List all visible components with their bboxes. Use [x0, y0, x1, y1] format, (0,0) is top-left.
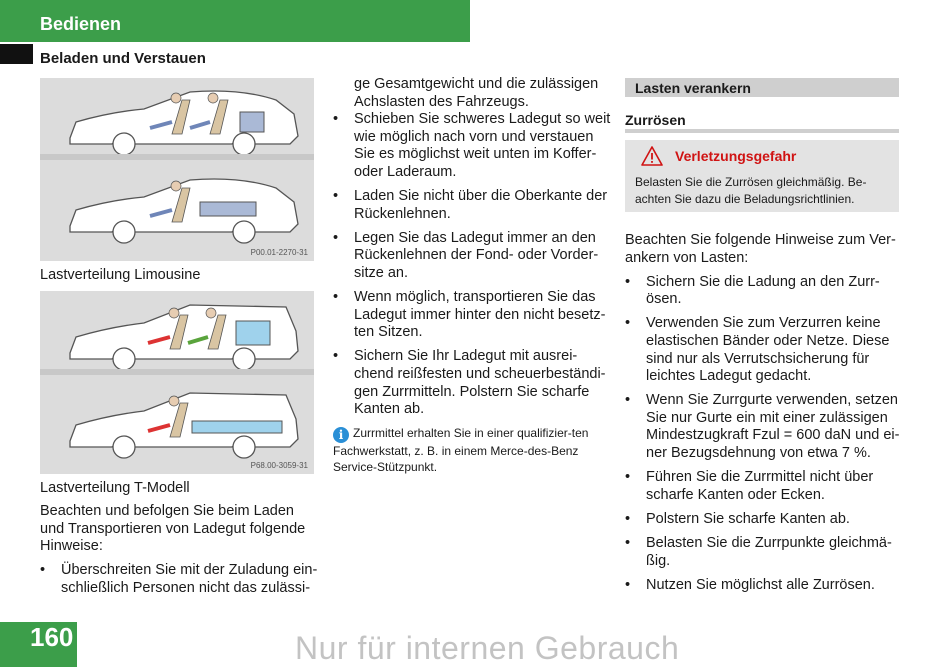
figure-code: P00.01-2270-31 [250, 248, 308, 257]
section-heading: Lasten verankern [635, 80, 751, 96]
bullet-list [625, 274, 903, 595]
info-text: Zurrmittel erhalten Sie in einer qualifizier-ten Fachwerkstatt, z. B. in einem Merce-des-Benz Service-Stützpunkt. [333, 426, 589, 475]
middle-column [333, 76, 611, 475]
right-column [625, 232, 903, 601]
page-number: 160 [30, 622, 74, 652]
figure-caption: Lastverteilung T-Modell [40, 480, 190, 496]
list-item: • Verwenden Sie zum Verzurren keine elastischen Bänder oder Netze. Diese sind nur als Verrutschsicherung für leichtes Ladegut gedacht. [625, 315, 903, 385]
paragraph: Beachten und befolgen Sie beim Laden und Transportieren von Ladegut folgende Hinweise: [40, 503, 306, 555]
section-title: Bedienen [40, 14, 122, 34]
paragraph-continuation: ge Gesamtgewicht und die zulässigen Achslasten des Fahrzeugs. [354, 76, 599, 110]
list-item: • Polstern Sie scharfe Kanten ab. [625, 511, 903, 529]
list-item: • Legen Sie das Ladegut immer an den Rückenlehnen der Fond- oder Vorder-sitze an. [333, 230, 611, 283]
section-heading-bar [625, 78, 899, 97]
page-title: Beladen und Verstauen [40, 50, 206, 67]
list-item: • Laden Sie nicht über die Oberkante der Rückenlehnen. [333, 188, 611, 223]
watermark: Nur für internen Gebrauch [295, 630, 680, 666]
warning-box [625, 140, 899, 212]
warning-triangle-icon [641, 146, 663, 166]
list-item: • Führen Sie die Zurrmittel nicht über scharfe Kanten oder Ecken. [625, 469, 903, 504]
figure-t-modell [40, 291, 314, 474]
list-item: • Überschreiten Sie mit der Zuladung ein-schließlich Personen nicht das zulässi- [40, 562, 320, 597]
figure-caption: Lastverteilung Limousine [40, 267, 201, 283]
figure-limousine [40, 78, 314, 261]
warning-title: Verletzungsgefahr [675, 148, 797, 164]
section-marker [0, 44, 33, 64]
subsection-title: Zurrösen [625, 112, 686, 128]
info-icon: i [333, 427, 349, 443]
list-item: • Wenn Sie Zurrgurte verwenden, setzen Sie nur Gurte ein mit einer zulässigen Mindestzugkraft Fzul = 600 daN und ei-ner Bezugsdehnung von etwa 7 %. [625, 392, 903, 462]
divider [625, 129, 899, 133]
figure-code: P68.00-3059-31 [250, 461, 308, 470]
list-item: • Sichern Sie die Ladung an den Zurr-ösen. [625, 274, 903, 309]
left-column [40, 503, 320, 604]
list-item: • Schieben Sie schweres Ladegut so weit wie möglich nach vorn und verstauen Sie es möglichst weit unten im Koffer-oder Laderaum. [333, 111, 611, 181]
list-item: • Nutzen Sie möglichst alle Zurrösen. [625, 577, 903, 595]
paragraph: Beachten Sie folgende Hinweise zum Ver-ankern von Lasten: [625, 232, 896, 266]
bullet-list [333, 111, 611, 419]
list-item: • Belasten Sie die Zurrpunkte gleichmä-ßig. [625, 535, 903, 570]
list-item: • Wenn möglich, transportieren Sie das Ladegut immer hinter den nicht besetz-ten Sitzen. [333, 289, 611, 342]
list-item: • Sichern Sie Ihr Ladegut mit ausrei-chend reißfesten und scheuerbeständi-gen Zurrmitteln. Polstern Sie scharfe Kanten ab. [333, 348, 611, 418]
info-note [333, 425, 611, 475]
bullet-list [40, 562, 320, 597]
warning-text: Belasten Sie die Zurrösen gleichmäßig. Be-achten Sie dazu die Beladungsrichtlinien. [635, 175, 867, 206]
